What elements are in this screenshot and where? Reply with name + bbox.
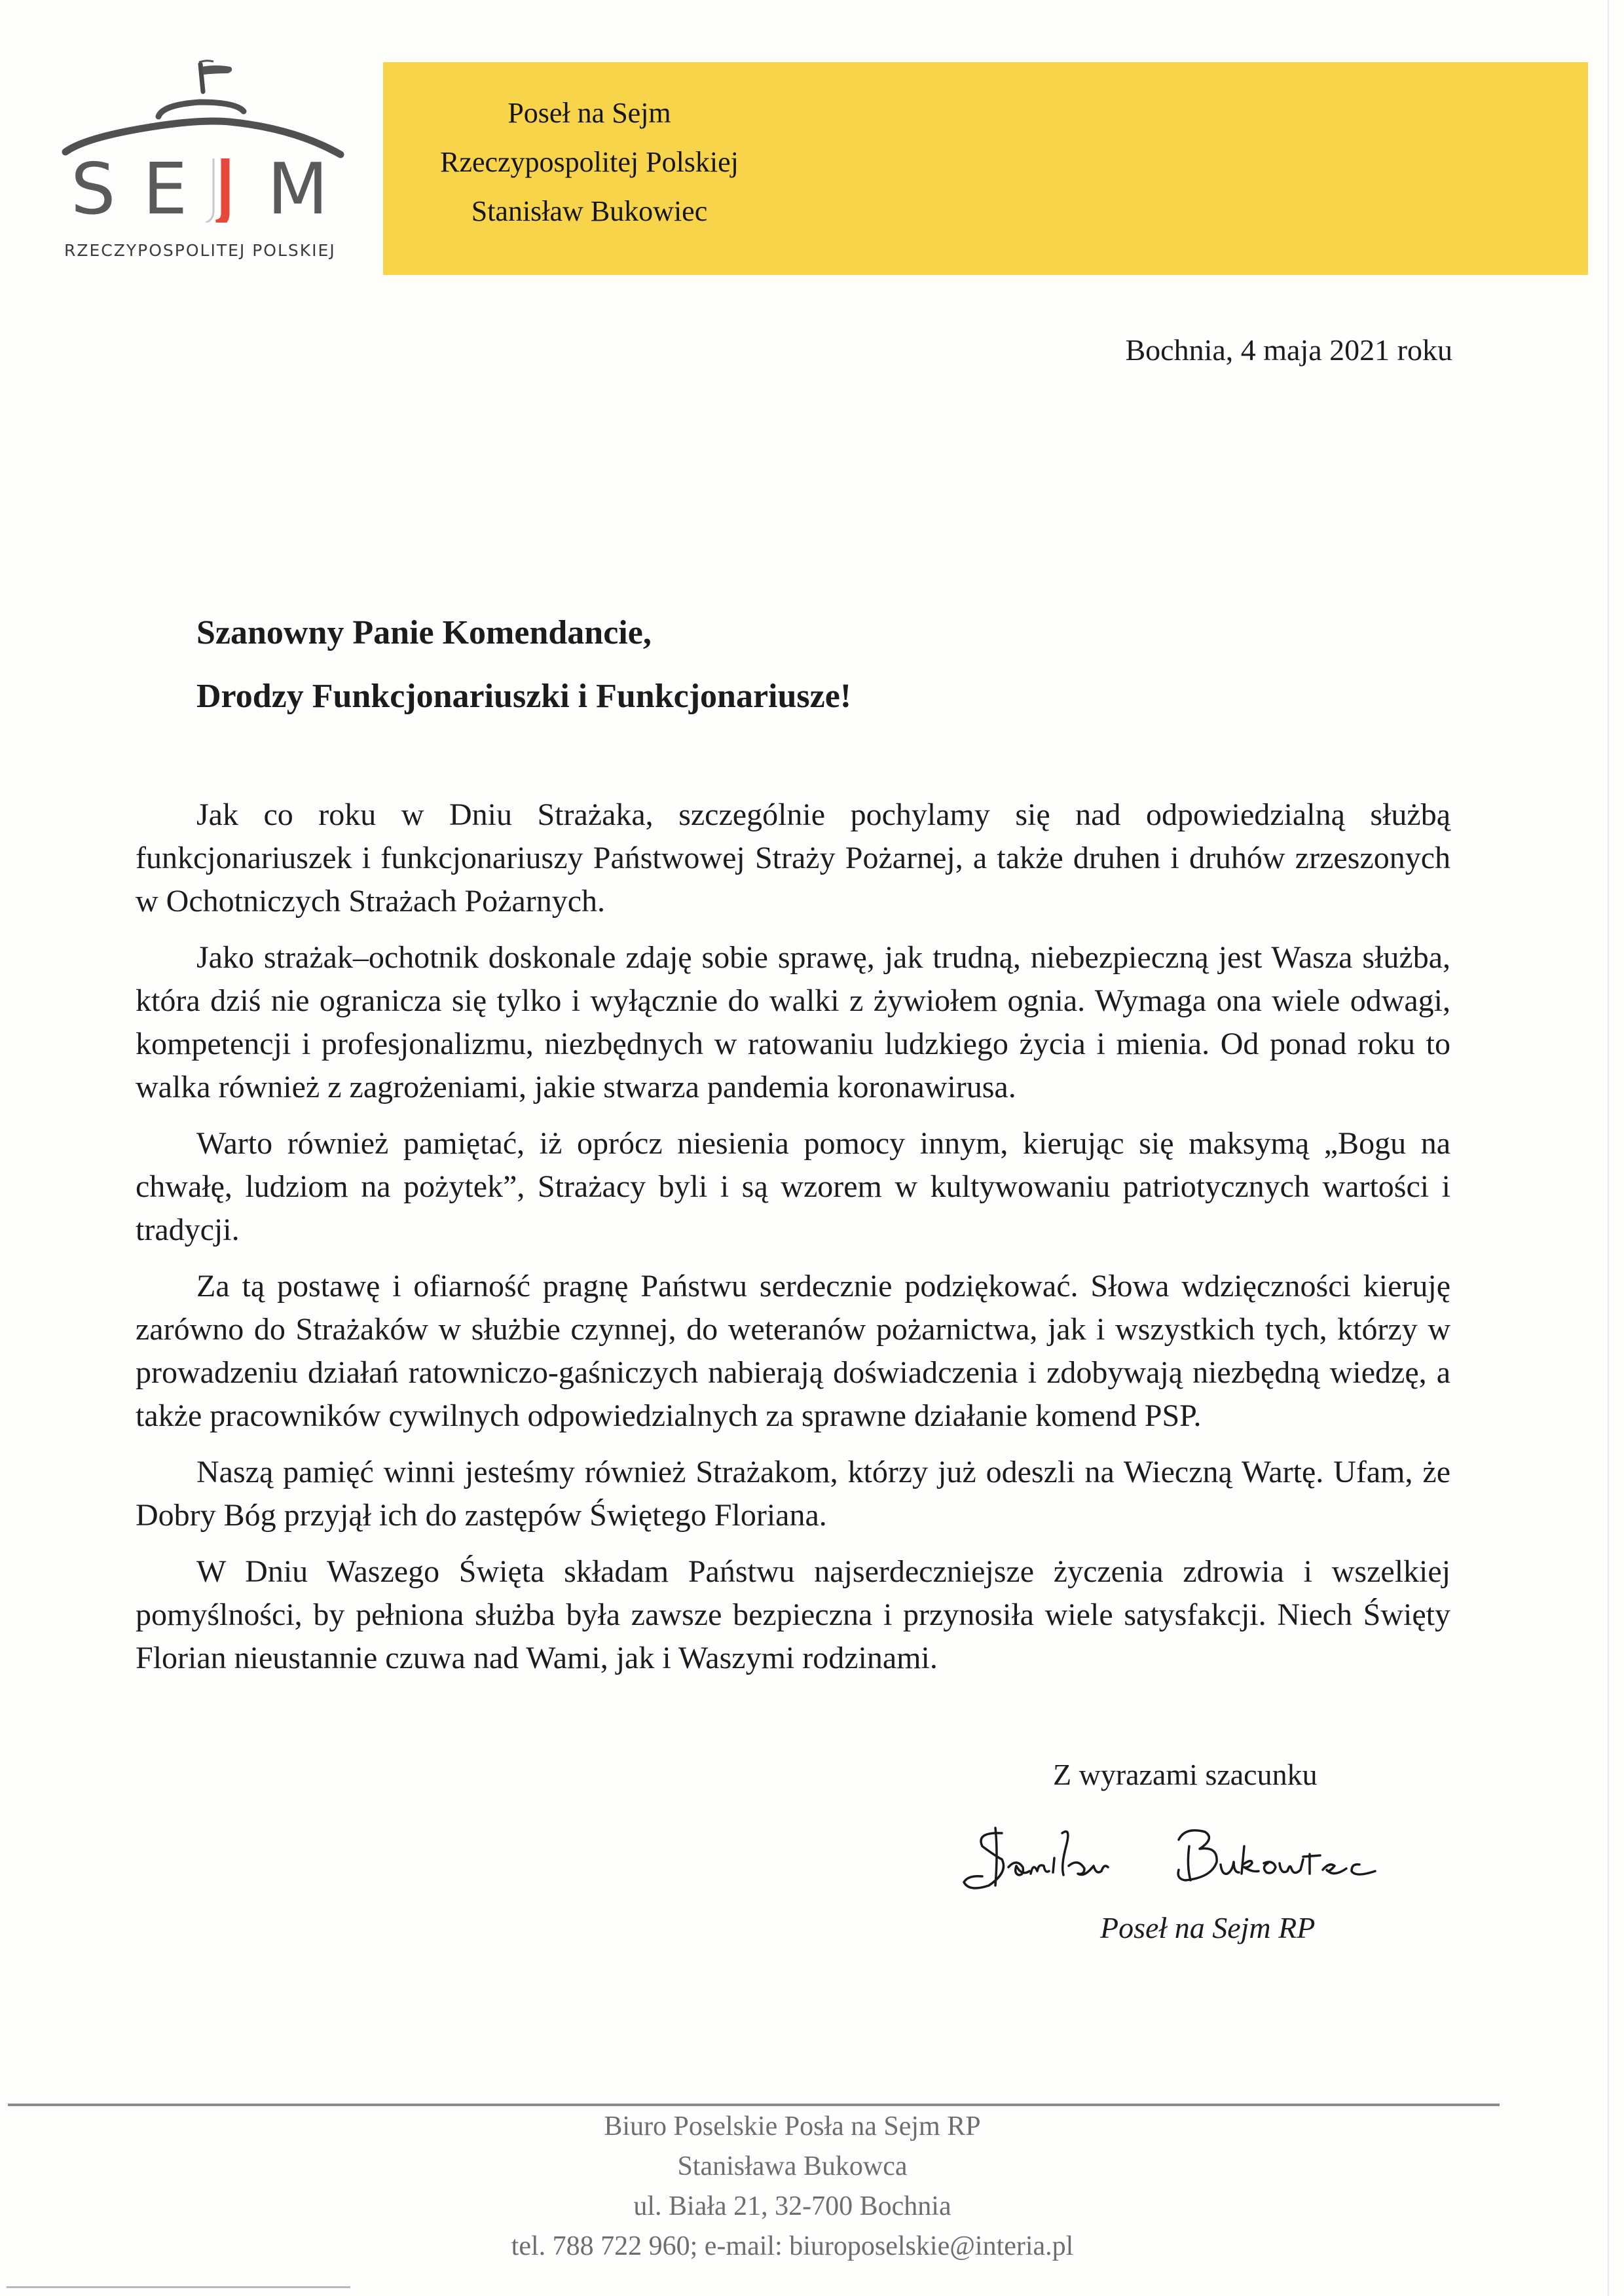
mp-header-banner	[383, 62, 1588, 275]
letter-date: Bochnia, 4 maja 2021 roku	[1125, 333, 1452, 367]
paragraph: Jako strażak–ochotnik doskonale zdaję sobie sprawę, jak trudną, niebezpieczną jest Wasza służba, która dziś nie ogranicza się tylko i wyłącznie do walki z żywiołem ognia. Wymaga ona wiele odwagi, kompetencji i profesjonalizmu, niezbędnych w ratowaniu ludzkiego życia i mienia. Od ponad roku to walka również z zagrożeniami, jakie stwarza pandemia koronawirusa.	[136, 940, 1450, 1104]
paragraph: W Dniu Waszego Święta składam Państwu najserdeczniejsze życzenia zdrowia i wszelkiej pomyślności, by pełniona służba była zawsze bezpieczna i przynosiła wiele satysfakcji. Niech Święty Florian nieustannie czuwa nad Wami, jak i Waszymi rodzinami.	[136, 1554, 1450, 1675]
paragraph: Warto również pamiętać, iż oprócz niesienia pomocy innym, kierując się maksymą „Bogu na chwałę, ludziom na pożytek”, Strażacy byli i są wzorem w kultywowaniu patriotycznych wartości i tradycji.	[136, 1126, 1450, 1247]
paragraph: Jak co roku w Dniu Strażaka, szczególnie pochylamy się nad odpowiedzialną służbą funkcjonariuszek i funkcjonariuszy Państwowej Straży Pożarnej, a także druhen i druhów zrzeszonych w Ochotniczych Strażach Pożarnych.	[136, 797, 1450, 919]
salutation	[196, 601, 851, 728]
svg-text:S: S	[71, 149, 116, 223]
footer-address: ul. Biała 21, 32-700 Bochnia	[633, 2191, 951, 2221]
footer-divider	[8, 2104, 1500, 2106]
svg-text:M: M	[267, 149, 329, 223]
footer-contact: tel. 788 722 960; e-mail: biuroposelskie@interia.pl	[511, 2231, 1074, 2261]
sejm-dome-icon	[59, 59, 347, 223]
paragraph: Naszą pamięć winni jesteśmy również Strażakom, którzy już odeszli na Wieczną Wartę. Ufam, że Dobry Bóg przyjął ich do zastępów Świętego Floriana.	[136, 1455, 1450, 1533]
scan-artifact-line	[7, 2286, 350, 2288]
svg-text:E: E	[143, 149, 188, 223]
logo-subtitle: RZECZYPOSPOLITEJ POLSKIEJ	[64, 241, 336, 260]
scan-edge-line	[1608, 0, 1609, 2296]
letter-body	[136, 793, 1450, 1693]
sejm-logo	[59, 59, 347, 268]
header-line-name: Stanisław Bukowiec	[471, 195, 708, 227]
paragraph: Za tą postawę i ofiarność pragnę Państwu serdecznie podziękować. Słowa wdzięczności kieruję zarówno do Strażaków w służbie czynnej, do weteranów pożarnictwa, jak i wszystkich tych, którzy w prowadzeniu działań ratowniczo-gaśniczych nabierają doświadczenia i zdobywają niezbędną wiedzę, a także pracowników cywilnych odpowiedzialnych za sprawne działanie komend PSP.	[136, 1269, 1450, 1433]
footer-office-name: Biuro Poselskie Posła na Sejm RP	[604, 2111, 981, 2141]
closing-phrase: Z wyrazami szacunku	[1053, 1758, 1318, 1791]
handwritten-signature-icon	[956, 1820, 1454, 1899]
footer-mp-name: Stanisława Bukowca	[677, 2151, 908, 2181]
salutation-line-1: Szanowny Panie Komendancie,	[196, 614, 652, 651]
signatory-title: Poseł na Sejm RP	[1100, 1911, 1316, 1944]
salutation-line-2: Drodzy Funkcjonariuszki i Funkcjonariusze!	[196, 678, 852, 715]
office-footer	[465, 2107, 1120, 2267]
header-line-title: Poseł na Sejm	[507, 97, 671, 129]
header-line-country: Rzeczypospolitej Polskiej	[440, 146, 739, 178]
